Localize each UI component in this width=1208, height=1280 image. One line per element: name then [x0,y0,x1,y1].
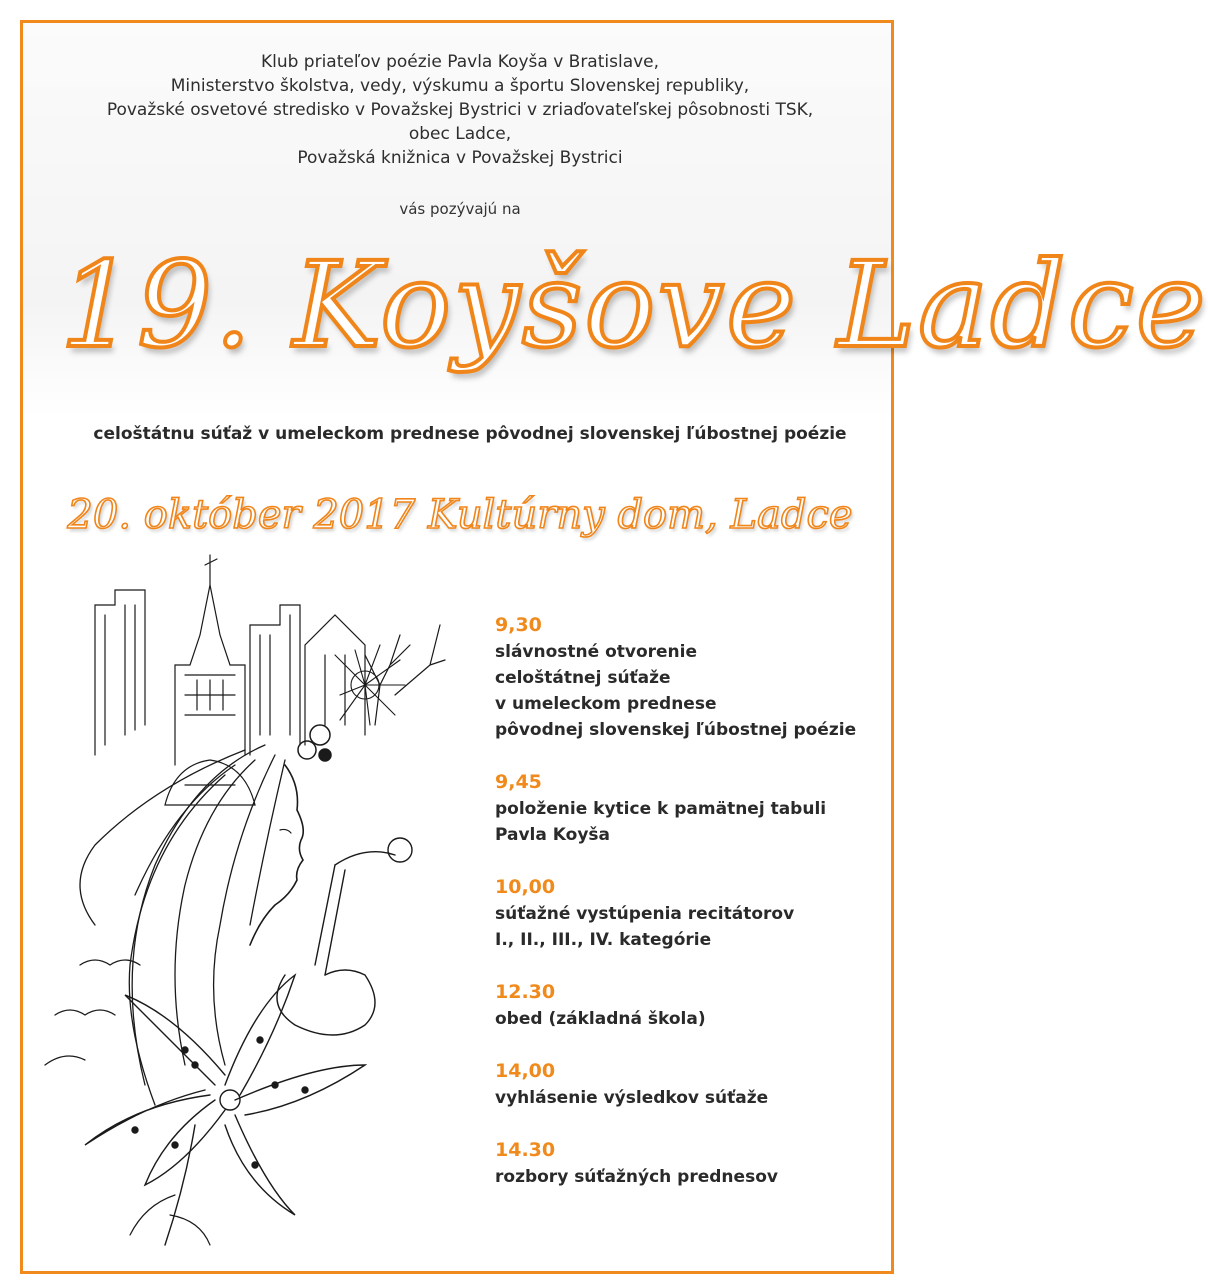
schedule-time: 14.30 [495,1139,556,1161]
event-title: 19. Koyšove Ladce [60,236,1208,374]
schedule-description [495,901,885,953]
schedule-line: slávnostné otvorenie [495,642,698,662]
organizer-line: Považské osvetové stredisko v Považskej Bystrici v zriaďovateľskej pôsobnosti TSK, [106,100,814,120]
schedule-item [495,979,885,1032]
schedule-description [495,639,885,743]
schedule-time: 9,30 [495,614,542,636]
schedule-time: 14,00 [495,1060,556,1082]
schedule-line: súťažné vystúpenia recitátorov [495,904,795,924]
schedule-item [495,1137,885,1190]
invite-text: vás pozývajú na [399,200,521,218]
event-subtitle: celoštátnu súťaž v umeleckom prednese pôvodnej slovenskej ľúbostnej poézie [93,424,847,444]
schedule-line: v umeleckom prednese [495,694,717,714]
organizer-line: Považská knižnica v Považskej Bystrici [297,148,623,168]
schedule-line: rozbory súťažných prednesov [495,1167,778,1187]
schedule-item [495,612,885,743]
schedule-time: 12.30 [495,981,556,1003]
organizer-line: Ministerstvo školstva, vedy, výskumu a športu Slovenskej republiky, [170,76,750,96]
schedule-line: Pavla Koyša [495,825,610,845]
event-date-venue: 20. október 2017 Kultúrny dom, Ladce [67,492,853,538]
schedule-description [495,796,885,848]
schedule-time: 9,45 [495,771,542,793]
schedule-line: I., II., III., IV. kategórie [495,930,712,950]
schedule-line: pôvodnej slovenskej ľúbostnej poézie [495,720,857,740]
schedule [495,612,885,1216]
organizer-line: Klub priateľov poézie Pavla Koyša v Bratislave, [260,52,660,72]
schedule-item [495,769,885,848]
schedule-item [495,874,885,953]
schedule-item [495,1058,885,1111]
schedule-description [495,1164,885,1190]
schedule-line: celoštátnej súťaže [495,668,671,688]
woman-with-violin-and-flowers-drawing-icon [35,545,480,1260]
schedule-line: položenie kytice k pamätnej tabuli [495,799,827,819]
schedule-line: vyhlásenie výsledkov súťaže [495,1088,769,1108]
schedule-line: obed (základná škola) [495,1009,706,1029]
schedule-time: 10,00 [495,876,556,898]
organizer-line: obec Ladce, [408,124,512,144]
organizers-list [60,50,860,170]
schedule-description [495,1006,885,1032]
schedule-description [495,1085,885,1111]
